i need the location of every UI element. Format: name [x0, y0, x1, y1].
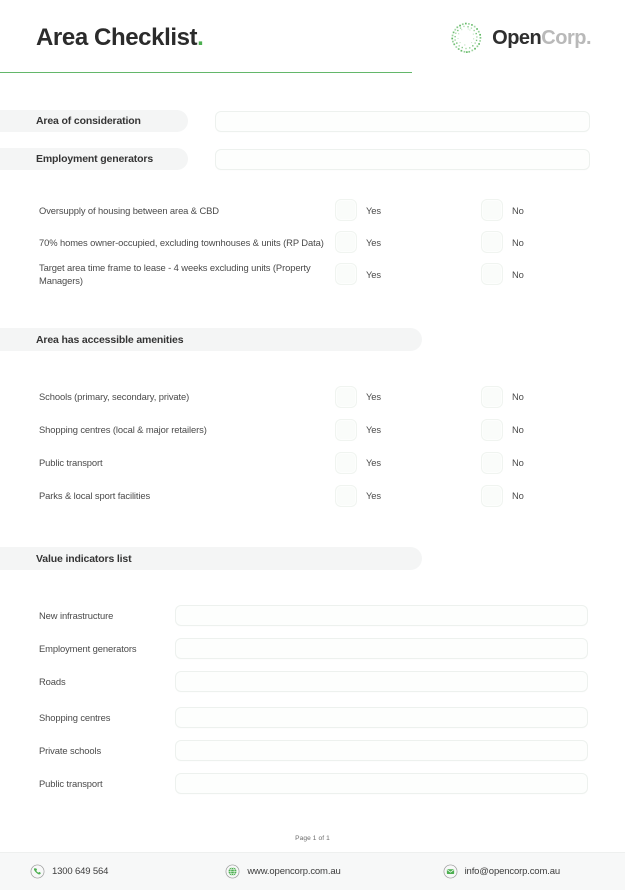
- section-heading-text: Value indicators list: [36, 552, 132, 565]
- value-indicator-input[interactable]: [175, 638, 588, 659]
- amenities-question-list: [0, 380, 625, 512]
- value-indicator-row: [0, 767, 625, 800]
- header-divider: [0, 72, 412, 73]
- question-row: [0, 413, 625, 446]
- footer-website-text: www.opencorp.com.au: [247, 866, 341, 877]
- value-indicator-row: [0, 665, 625, 698]
- page-title-accent-dot: .: [197, 24, 204, 51]
- checkbox-no[interactable]: [481, 231, 503, 253]
- value-indicator-input[interactable]: [175, 707, 588, 728]
- question-label: Shopping centres (local & major retailers): [39, 424, 207, 435]
- brand-logo: [449, 21, 591, 55]
- value-indicator-label: Shopping centres: [39, 712, 111, 723]
- question-label: Schools (primary, secondary, private): [39, 391, 190, 402]
- checkbox-yes[interactable]: [335, 231, 357, 253]
- footer-email-text: info@opencorp.com.au: [464, 866, 560, 877]
- document-body: [0, 76, 625, 800]
- value-indicator-list: [0, 599, 625, 800]
- document-footer: [0, 852, 625, 890]
- value-indicator-input[interactable]: [175, 605, 588, 626]
- envelope-icon: [443, 864, 458, 879]
- globe-icon: [225, 864, 240, 879]
- checkbox-yes-label: Yes: [366, 236, 381, 248]
- answer-yes-option[interactable]: [335, 485, 481, 507]
- answer-yes-option[interactable]: [335, 419, 481, 441]
- input-employment-generators[interactable]: [215, 149, 590, 170]
- answer-no-option[interactable]: [481, 485, 524, 507]
- section-amenities: [0, 328, 625, 512]
- checkbox-yes[interactable]: [335, 386, 357, 408]
- answer-yes-option[interactable]: [335, 263, 481, 285]
- question-row: [0, 194, 625, 226]
- answer-yes-option[interactable]: [335, 386, 481, 408]
- form-row-employment-generators: [0, 148, 625, 170]
- label-text: Employment generators: [36, 153, 154, 165]
- checkbox-yes-label: Yes: [366, 457, 381, 468]
- checkbox-yes-label: Yes: [366, 490, 381, 501]
- checkbox-yes-label: Yes: [366, 268, 381, 280]
- answer-no-option[interactable]: [481, 231, 524, 253]
- question-row: [0, 380, 625, 413]
- question-label: Parks & local sport facilities: [39, 490, 151, 501]
- document-header: [0, 0, 625, 76]
- question-label: Public transport: [39, 457, 103, 468]
- checkbox-yes[interactable]: [335, 485, 357, 507]
- value-indicator-input[interactable]: [175, 773, 588, 794]
- footer-website[interactable]: [225, 864, 340, 879]
- question-label: Oversupply of housing between area & CBD: [39, 204, 219, 216]
- checkbox-yes[interactable]: [335, 452, 357, 474]
- answer-no-option[interactable]: [481, 199, 524, 221]
- checkbox-no-label: No: [512, 391, 524, 402]
- question-label: Target area time frame to lease - 4 weeks excluding units (Property Managers): [39, 262, 311, 286]
- answer-yes-option[interactable]: [335, 452, 481, 474]
- answer-yes-option[interactable]: [335, 231, 481, 253]
- value-indicator-input[interactable]: [175, 671, 588, 692]
- footer-phone-text: 1300 649 564: [52, 866, 109, 877]
- input-area-of-consideration[interactable]: [215, 111, 590, 132]
- checkbox-yes-label: Yes: [366, 424, 381, 435]
- form-row-area-of-consideration: [0, 110, 625, 132]
- checkbox-yes-label: Yes: [366, 204, 381, 216]
- label-employment-generators: [0, 148, 188, 170]
- checkbox-no-label: No: [512, 457, 524, 468]
- answer-no-option[interactable]: [481, 263, 524, 285]
- value-indicator-row: [0, 734, 625, 767]
- checkbox-no-label: No: [512, 490, 524, 501]
- checkbox-no-label: No: [512, 424, 524, 435]
- answer-no-option[interactable]: [481, 419, 524, 441]
- checkbox-no-label: No: [512, 204, 524, 216]
- label-text: Area of consideration: [36, 115, 141, 127]
- page-number: Page 1 of 1: [295, 835, 330, 842]
- section-heading-text: Area has accessible amenities: [36, 333, 184, 346]
- checkbox-yes[interactable]: [335, 419, 357, 441]
- checkbox-yes[interactable]: [335, 263, 357, 285]
- section-heading-amenities: [0, 328, 422, 351]
- question-row: [0, 258, 625, 290]
- checkbox-yes-label: Yes: [366, 391, 381, 402]
- question-row: [0, 226, 625, 258]
- section-value-indicators: [0, 547, 625, 800]
- checkbox-no-label: No: [512, 236, 524, 248]
- question-row: [0, 446, 625, 479]
- checkbox-yes[interactable]: [335, 199, 357, 221]
- brand-wordmark: [492, 27, 591, 50]
- opencorp-dotted-circle-logo: [449, 21, 483, 55]
- checkbox-no[interactable]: [481, 452, 503, 474]
- question-label: 70% homes owner-occupied, excluding townhouses & units (RP Data): [39, 236, 324, 248]
- checkbox-no-label: No: [512, 268, 524, 280]
- checkbox-no[interactable]: [481, 199, 503, 221]
- section-heading-value-indicators: [0, 547, 422, 570]
- value-indicator-label: New infrastructure: [39, 610, 114, 621]
- value-indicator-row: [0, 701, 625, 734]
- value-indicator-input[interactable]: [175, 740, 588, 761]
- checkbox-no[interactable]: [481, 263, 503, 285]
- value-indicator-label: Employment generators: [39, 643, 137, 654]
- question-row: [0, 479, 625, 512]
- page-title: [36, 24, 203, 52]
- answer-no-option[interactable]: [481, 452, 524, 474]
- value-indicator-label: Public transport: [39, 778, 103, 789]
- value-indicator-row: [0, 632, 625, 665]
- footer-email[interactable]: [443, 864, 560, 879]
- footer-phone[interactable]: [30, 864, 108, 879]
- phone-icon: [30, 864, 45, 879]
- checkbox-no[interactable]: [481, 419, 503, 441]
- checkbox-no[interactable]: [481, 386, 503, 408]
- label-area-of-consideration: [0, 110, 188, 132]
- answer-yes-option[interactable]: [335, 199, 481, 221]
- value-indicator-label: Roads: [39, 676, 66, 687]
- brand-name-primary: Open: [492, 26, 542, 49]
- value-indicator-label: Private schools: [39, 745, 102, 756]
- value-indicator-row: [0, 599, 625, 632]
- page-title-text: Area Checklist: [36, 24, 198, 51]
- brand-name-secondary: Corp.: [541, 26, 591, 49]
- checkbox-no[interactable]: [481, 485, 503, 507]
- questions-primary-group: [0, 194, 625, 290]
- answer-no-option[interactable]: [481, 386, 524, 408]
